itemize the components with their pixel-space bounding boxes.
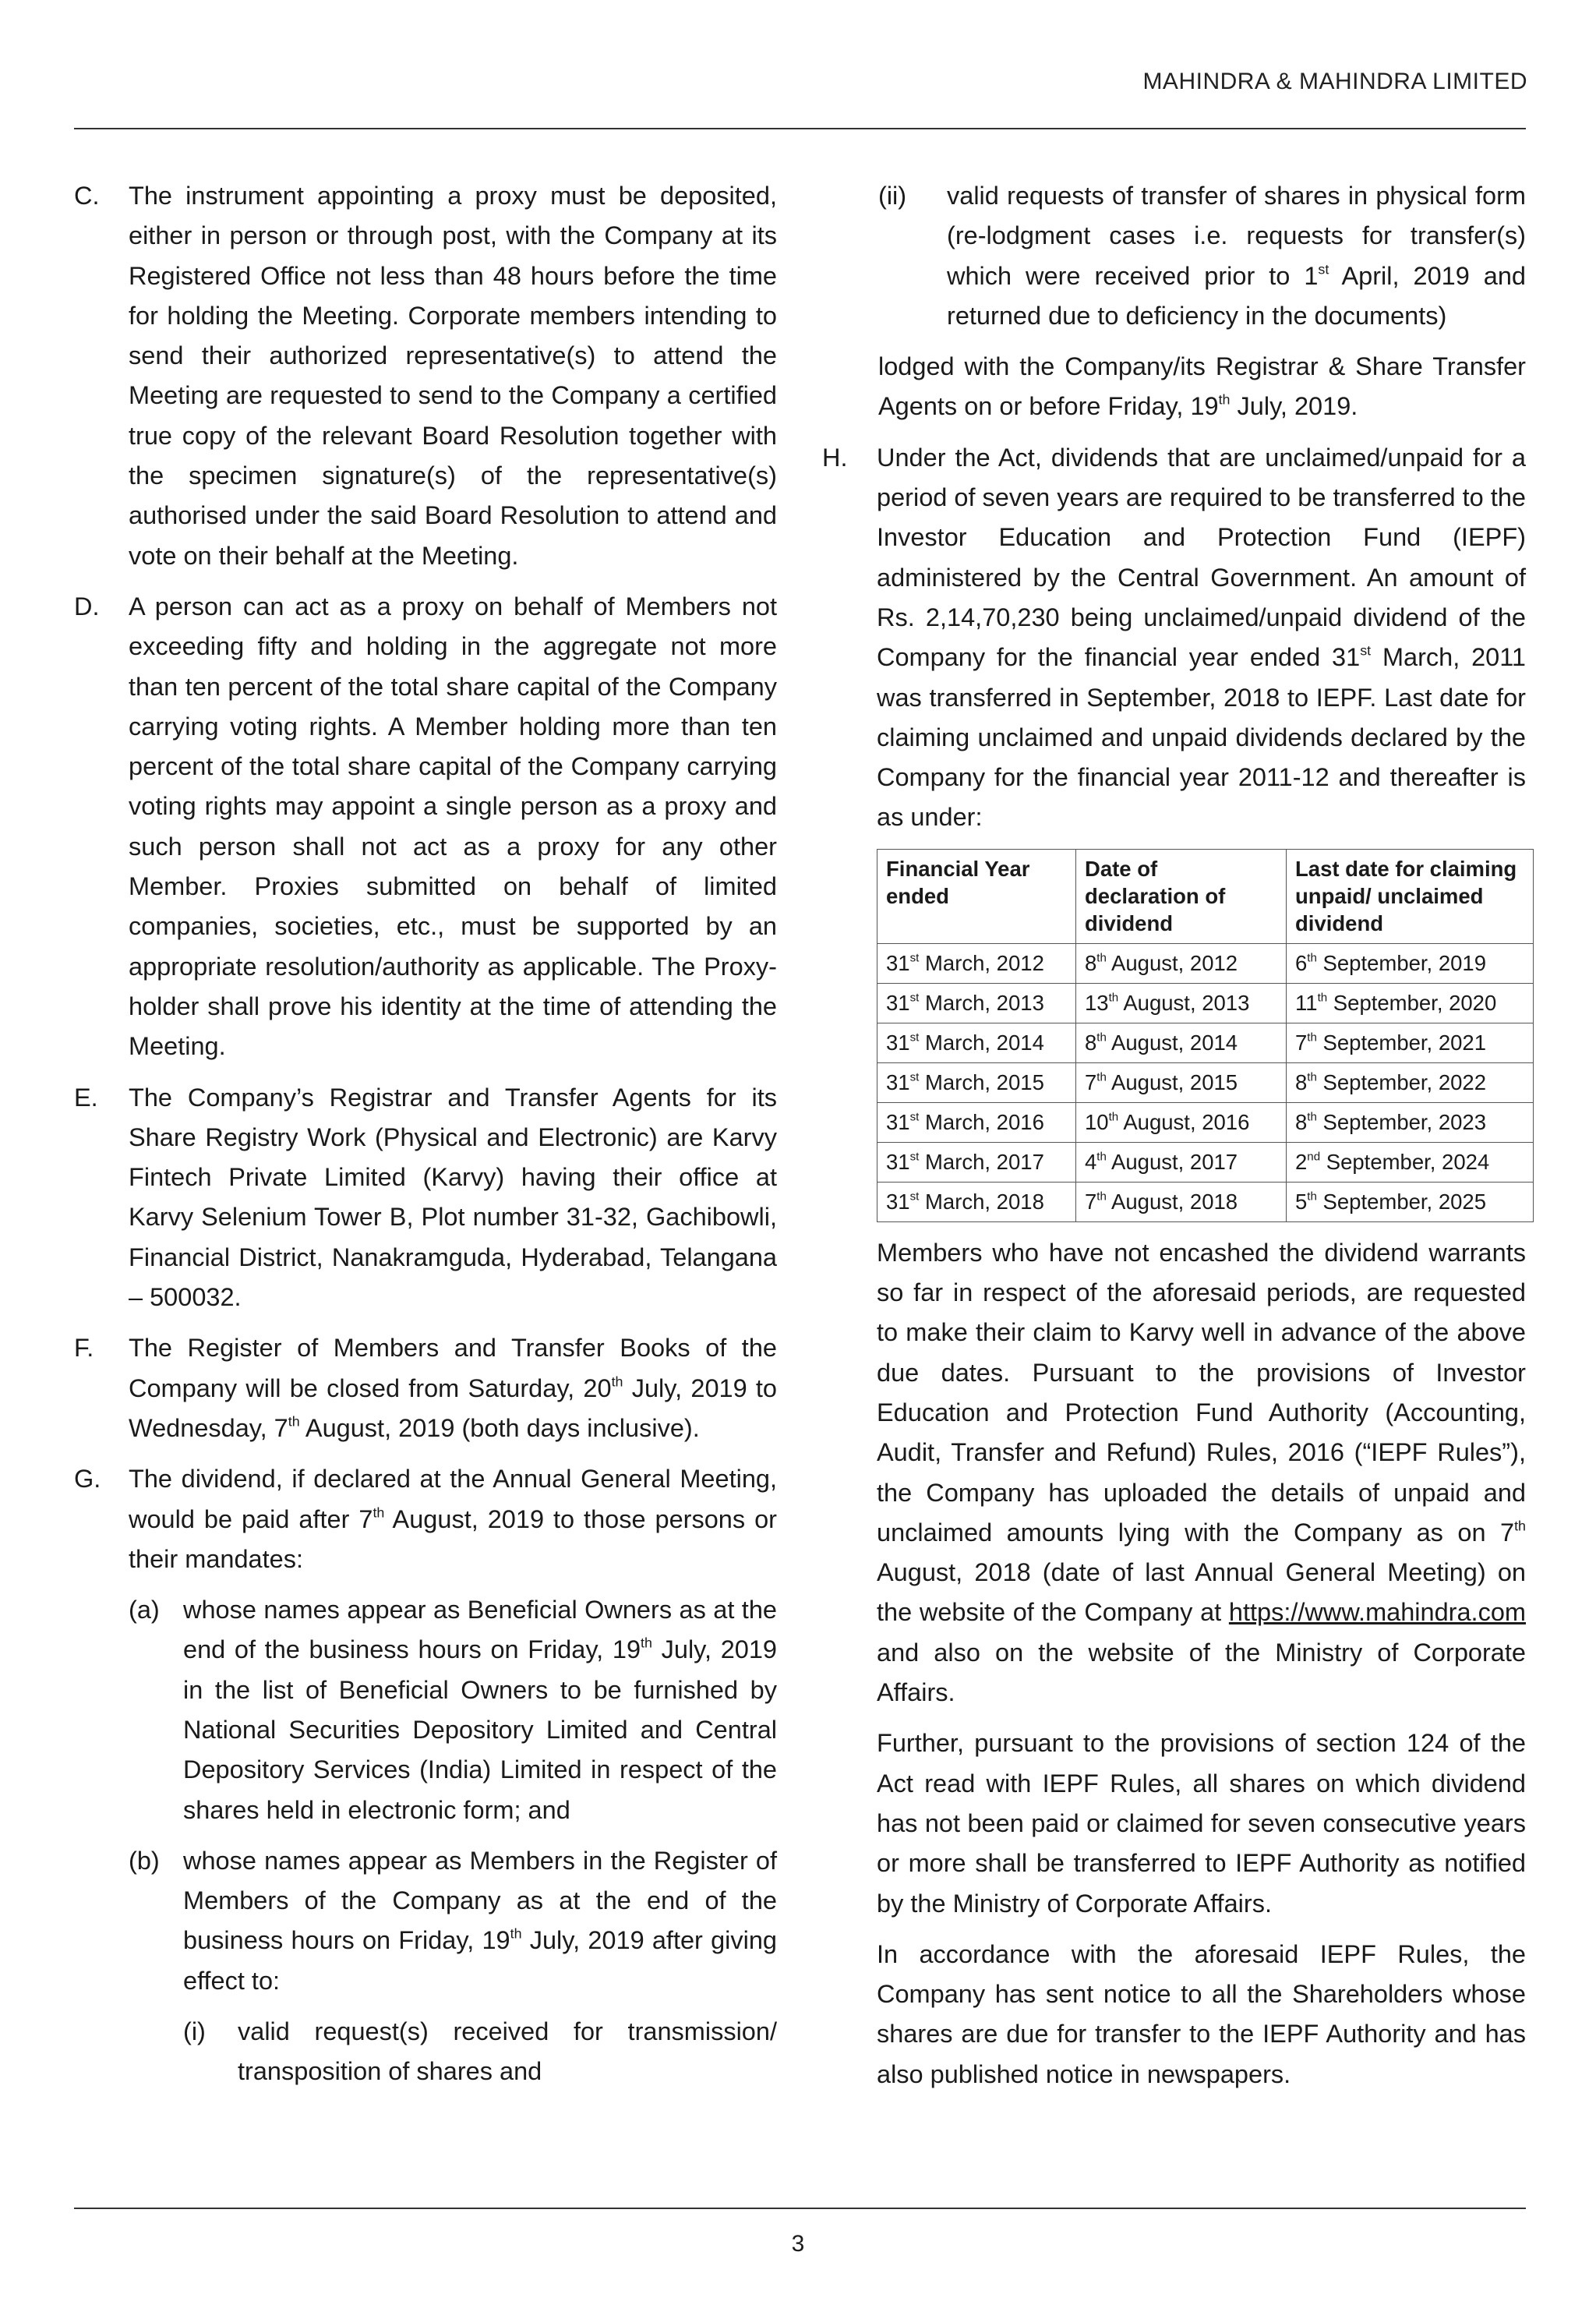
members-text: Members who have not encashed the dividend warrants so far in respect of the aforesaid periods, are requested to make their claim to Karvy well in advance of the above due dates. Pursuant to the provisions of Investor Education and Protection Fund Authority (Accounting, Audit, Transfer and Refund) Rules, 2016 (“IEPF Rules”), the Company has uploaded the details of unpaid and unclaimed amounts lying with the Company as on 7th August, 2018 (date of last Annual General Meeting) on the website of the Company at https://www.mahindra.com and also on the website of the Ministry of Corporate Affairs.: [877, 1238, 1526, 1707]
note-g-sub-b-ii: [822, 176, 1526, 336]
table-cell: 2nd September, 2024: [1287, 1142, 1534, 1182]
header-rule: [74, 128, 1526, 129]
note-d: [74, 587, 777, 1067]
table-cell: 7th September, 2021: [1287, 1023, 1534, 1062]
note-e-marker: E.: [74, 1083, 98, 1112]
table-row: [877, 1062, 1534, 1102]
note-g-sub-a: [129, 1590, 777, 1830]
sub-b-marker: (b): [129, 1846, 160, 1875]
table-cell: 31st March, 2013: [877, 983, 1076, 1023]
table-row: [877, 1142, 1534, 1182]
page-number: 3: [791, 2231, 805, 2257]
sub-b-text: whose names appear as Members in the Register of Members of the Company as at the end of the business hours on Friday, 19th July, 2019 after giving effect to:: [183, 1846, 777, 1995]
note-g-sub-b: [129, 1841, 777, 2092]
table-cell: 31st March, 2014: [877, 1023, 1076, 1062]
right-column: [822, 176, 1526, 2105]
sub-i-marker: (i): [183, 2017, 206, 2046]
table-row: [877, 1023, 1534, 1062]
note-c-marker: C.: [74, 182, 100, 210]
table-cell: 8th September, 2022: [1287, 1062, 1534, 1102]
members-paragraph: [822, 1233, 1526, 1713]
note-g: [74, 1459, 777, 2091]
table-cell: 5th September, 2025: [1287, 1182, 1534, 1221]
dividend-table: [877, 849, 1534, 1222]
note-h: [822, 438, 1526, 838]
footer-rule: [74, 2208, 1526, 2209]
table-cell: 4th August, 2017: [1076, 1142, 1287, 1182]
table-cell: 13th August, 2013: [1076, 983, 1287, 1023]
table-row: [877, 943, 1534, 983]
table-cell: 7th August, 2018: [1076, 1182, 1287, 1221]
sub-ii-marker: (ii): [878, 182, 907, 210]
accordance-paragraph: [822, 1935, 1526, 2095]
table-cell: 31st March, 2015: [877, 1062, 1076, 1102]
note-g-sub-b-i: [183, 2012, 777, 2092]
note-h-marker: H.: [822, 443, 848, 472]
note-d-marker: D.: [74, 592, 100, 620]
table-header-cell: Date of declaration of dividend: [1076, 849, 1287, 943]
note-h-text: Under the Act, dividends that are unclaimed/unpaid for a period of seven years are required to be transferred to the Investor Education and Protection Fund (IEPF) administered by the Central Government. An amount of Rs. 2,14,70,230 being unclaimed/unpaid dividend of the Company for the financial year ended 31st March, 2011 was transferred in September, 2018 to IEPF. Last date for claiming unclaimed and unpaid dividends declared by the Company for the financial year 2011-12 and thereafter is as under:: [877, 443, 1526, 832]
sub-a-text: whose names appear as Beneficial Owners as at the end of the business hours on Friday, 19th July, 2019 in the list of Beneficial Owners to be furnished by National Securities Depository Limited and Central Depository Services (India) Limited in respect of the shares held in electronic form; and: [183, 1596, 778, 1824]
note-g-marker: G.: [74, 1465, 101, 1494]
running-header: MAHINDRA & MAHINDRA LIMITED: [1142, 69, 1527, 94]
table-cell: 8th August, 2012: [1076, 943, 1287, 983]
table-cell: 10th August, 2016: [1076, 1102, 1287, 1142]
note-e: [74, 1078, 777, 1318]
sub-a-marker: (a): [129, 1596, 160, 1624]
table-cell: 8th September, 2023: [1287, 1102, 1534, 1142]
table-row: [877, 983, 1534, 1023]
note-f-marker: F.: [74, 1334, 94, 1363]
note-e-text: The Company’s Registrar and Transfer Agents for its Share Registry Work (Physical and Electronic) are Karvy Fintech Private Limited (Karvy) having their office at Karvy Selenium Tower B, Plot number 31-32, Gachibowli, Financial District, Nanakramguda, Hyderabad, Telangana – 500032.: [129, 1083, 777, 1312]
table-row: [877, 1182, 1534, 1221]
table-body: [877, 943, 1534, 1221]
table-cell: 8th August, 2014: [1076, 1023, 1287, 1062]
note-c: [74, 176, 777, 576]
note-c-text: The instrument appointing a proxy must be deposited, either in person or through post, with the Company at its Registered Office not less than 48 hours before the time for holding the Meeting. Corporate members intending to send their authorized representative(s) to attend the Meeting are requested to send to the Company a certified true copy of the relevant Board Resolution together with the specimen signature(s) of the representative(s) authorised under the said Board Resolution to attend and vote on their behalf at the Meeting.: [129, 182, 777, 570]
note-f: [74, 1328, 777, 1448]
accordance-text: In accordance with the aforesaid IEPF Rules, the Company has sent notice to all the Shareholders whose shares are due for transfer to the IEPF Authority and has also published notice in newspapers.: [877, 1939, 1526, 2088]
sub-ii-text: valid requests of transfer of shares in physical form (re-lodgment cases i.e. requests for transfer(s) which were received prior to 1st April, 2019 and returned due to deficiency in the documents): [947, 182, 1526, 330]
table-cell: 31st March, 2017: [877, 1142, 1076, 1182]
table-header-cell: Financial Year ended: [877, 849, 1076, 943]
further-paragraph: [822, 1723, 1526, 1923]
sub-i-text: valid request(s) received for transmission/ transposition of shares and: [238, 2017, 777, 2086]
lodged-text: lodged with the Company/its Registrar & Share Transfer Agents on or before Friday, 19th July, 2019.: [878, 352, 1526, 421]
table-cell: 7th August, 2015: [1076, 1062, 1287, 1102]
table-header-cell: Last date for claiming unpaid/ unclaimed dividend: [1287, 849, 1534, 943]
table-cell: 31st March, 2012: [877, 943, 1076, 983]
note-d-text: A person can act as a proxy on behalf of Members not exceeding fifty and holding in the aggregate not more than ten percent of the total share capital of the Company carrying voting rights. A Member holding more than ten percent of the total share capital of the Company carrying voting rights may appoint a single person as a proxy and such person shall not act as a proxy for any other Member. Proxies submitted on behalf of limited companies, societies, etc., must be supported by an appropriate resolution/authority as applicable. The Proxy-holder shall prove his identity at the time of attending the Meeting.: [129, 592, 777, 1061]
table-cell: 6th September, 2019: [1287, 943, 1534, 983]
website-link[interactable]: https://www.mahindra.com: [1228, 1598, 1526, 1627]
table-header-row: [877, 849, 1534, 943]
table-cell: 31st March, 2016: [877, 1102, 1076, 1142]
note-g-text: The dividend, if declared at the Annual General Meeting, would be paid after 7th August, 2019 to those persons or their mandates:: [129, 1465, 777, 1573]
further-text: Further, pursuant to the provisions of section 124 of the Act read with IEPF Rules, all shares on which dividend has not been paid or claimed for seven consecutive years or more shall be transferred to IEPF Authority as notified by the Ministry of Corporate Affairs.: [877, 1729, 1526, 1918]
lodged-paragraph: [822, 347, 1526, 427]
left-column: [74, 176, 777, 2103]
note-f-text: The Register of Members and Transfer Books of the Company will be closed from Saturday, 20th July, 2019 to Wednesday, 7th August, 2019 (both days inclusive).: [129, 1334, 777, 1442]
table-row: [877, 1102, 1534, 1142]
table-cell: 11th September, 2020: [1287, 983, 1534, 1023]
table-cell: 31st March, 2018: [877, 1182, 1076, 1221]
